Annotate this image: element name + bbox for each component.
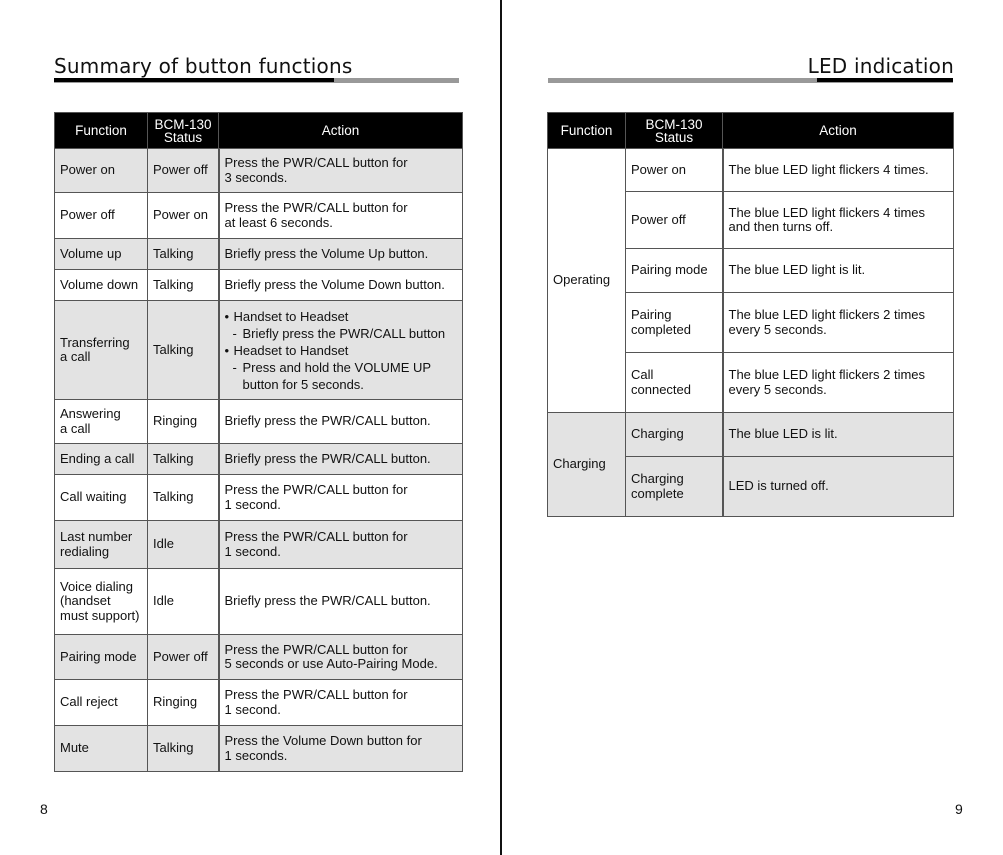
action-line: 1 second. bbox=[224, 543, 281, 559]
function-group-cell: Charging bbox=[548, 413, 626, 517]
table-header-row bbox=[548, 113, 954, 149]
section-title: Summary of button functions bbox=[54, 54, 353, 78]
action-line: The blue LED light flickers 2 times bbox=[728, 367, 926, 382]
status-cell: Pairing mode bbox=[626, 249, 723, 293]
action-line: every 5 seconds. bbox=[728, 381, 827, 397]
status-cell bbox=[626, 353, 723, 413]
section-title: LED indication bbox=[807, 54, 954, 78]
table-row bbox=[55, 149, 463, 193]
action-cell bbox=[219, 680, 463, 726]
status-cell: Talking bbox=[148, 444, 219, 475]
function-cell: Pairing mode bbox=[55, 635, 148, 680]
status-cell: Power off bbox=[148, 635, 219, 680]
status-cell: Talking bbox=[148, 726, 219, 772]
status-cell: Idle bbox=[148, 569, 219, 635]
table-row bbox=[55, 635, 463, 680]
action-cell bbox=[219, 521, 463, 569]
action-sub-item: - Briefly press the PWR/CALL button bbox=[225, 325, 458, 342]
action-cell bbox=[219, 726, 463, 772]
header-function: Function bbox=[55, 113, 148, 149]
action-line: at least 6 seconds. bbox=[224, 214, 333, 230]
action-bullet: • Handset to Headset bbox=[225, 308, 458, 325]
action-line: Press the PWR/CALL button for bbox=[224, 482, 408, 497]
action-cell bbox=[219, 149, 463, 193]
action-line: 5 seconds or use Auto-Pairing Mode. bbox=[224, 656, 438, 671]
status-cell bbox=[626, 457, 723, 517]
status-cell: Power on bbox=[148, 193, 219, 239]
table-row bbox=[55, 270, 463, 301]
action-line: every 5 seconds. bbox=[728, 321, 827, 337]
action-cell: Briefly press the Volume Up button. bbox=[219, 239, 463, 270]
header-status bbox=[148, 113, 219, 149]
page-number: 9 bbox=[955, 801, 963, 817]
action-cell bbox=[723, 353, 954, 413]
status-cell: Power on bbox=[626, 149, 723, 192]
status-cell: Talking bbox=[148, 270, 219, 301]
function-line: a call bbox=[60, 349, 91, 364]
function-cell: Mute bbox=[55, 726, 148, 772]
function-cell bbox=[55, 521, 148, 569]
action-cell: The blue LED light flickers 4 times. bbox=[723, 149, 954, 192]
function-line: Voice dialing bbox=[60, 578, 133, 594]
action-cell: The blue LED is lit. bbox=[723, 413, 954, 457]
function-cell bbox=[55, 569, 148, 635]
table-row bbox=[55, 239, 463, 270]
action-bullet: • Headset to Handset bbox=[225, 342, 458, 359]
function-cell: Volume down bbox=[55, 270, 148, 301]
title-underline bbox=[54, 78, 459, 83]
status-cell: Ringing bbox=[148, 680, 219, 726]
action-line: 1 seconds. bbox=[224, 747, 288, 763]
function-cell: Call reject bbox=[55, 680, 148, 726]
function-group-cell: Operating bbox=[548, 149, 626, 413]
status-cell: Talking bbox=[148, 475, 219, 521]
header-function: Function bbox=[548, 113, 626, 149]
table-row bbox=[55, 726, 463, 772]
action-cell: Briefly press the Volume Down button. bbox=[219, 270, 463, 301]
action-cell: LED is turned off. bbox=[723, 457, 954, 517]
status-cell: Talking bbox=[148, 239, 219, 270]
status-cell: Idle bbox=[148, 521, 219, 569]
function-line: Transferring bbox=[60, 334, 130, 350]
action-cell: The blue LED light is lit. bbox=[723, 249, 954, 293]
function-cell: Call waiting bbox=[55, 475, 148, 521]
status-cell bbox=[626, 293, 723, 353]
table-row bbox=[548, 149, 954, 192]
left-page bbox=[0, 0, 501, 855]
header-status-line: BCM-130 bbox=[154, 116, 212, 132]
header-action: Action bbox=[219, 113, 463, 149]
function-cell: Volume up bbox=[55, 239, 148, 270]
table-row bbox=[55, 569, 463, 635]
led-indication-table bbox=[547, 112, 954, 517]
action-cell bbox=[219, 475, 463, 521]
action-line: Press the PWR/CALL button for bbox=[224, 200, 408, 215]
action-line: Press the PWR/CALL button for bbox=[224, 641, 408, 657]
function-cell: Power on bbox=[55, 149, 148, 193]
action-cell bbox=[219, 301, 463, 400]
function-line: a call bbox=[60, 420, 91, 436]
function-line: Answering bbox=[60, 406, 121, 421]
action-line: and then turns off. bbox=[728, 219, 834, 234]
header-status-line: BCM-130 bbox=[645, 116, 703, 132]
status-line: Charging bbox=[631, 471, 684, 486]
action-cell: Briefly press the PWR/CALL button. bbox=[219, 569, 463, 635]
function-line: redialing bbox=[60, 543, 110, 559]
action-sub-item: - Press and hold the VOLUME UP bbox=[225, 359, 458, 376]
status-cell: Ringing bbox=[148, 400, 219, 444]
title-underline bbox=[548, 78, 953, 83]
action-line: Press the PWR/CALL button for bbox=[224, 529, 408, 544]
header-status bbox=[626, 113, 723, 149]
status-line: completed bbox=[631, 321, 691, 337]
status-cell: Power off bbox=[148, 149, 219, 193]
function-cell: Ending a call bbox=[55, 444, 148, 475]
table-row bbox=[55, 475, 463, 521]
table-row bbox=[55, 521, 463, 569]
action-line: 1 second. bbox=[224, 701, 281, 717]
action-cell bbox=[219, 635, 463, 680]
action-cell bbox=[723, 293, 954, 353]
action-line: 1 second. bbox=[224, 496, 281, 512]
function-cell bbox=[55, 301, 148, 400]
action-cell: Briefly press the PWR/CALL button. bbox=[219, 444, 463, 475]
action-line: Press the PWR/CALL button for bbox=[224, 687, 408, 702]
action-cell: Briefly press the PWR/CALL button. bbox=[219, 400, 463, 444]
table-row bbox=[55, 400, 463, 444]
function-line: (handset bbox=[60, 593, 111, 609]
status-cell: Talking bbox=[148, 301, 219, 400]
status-line: Pairing bbox=[631, 307, 672, 322]
function-line: must support) bbox=[60, 607, 140, 623]
table-row bbox=[55, 193, 463, 239]
function-line: Last number bbox=[60, 529, 133, 544]
action-line: 3 seconds. bbox=[224, 169, 288, 185]
status-line: connected bbox=[631, 381, 691, 397]
header-status-line: Status bbox=[163, 129, 203, 145]
action-line: The blue LED light flickers 4 times bbox=[728, 204, 926, 220]
page-number: 8 bbox=[40, 801, 48, 817]
action-line: Press the PWR/CALL button for bbox=[224, 155, 408, 170]
status-line: complete bbox=[631, 485, 684, 501]
table-header-row bbox=[55, 113, 463, 149]
table-row bbox=[548, 413, 954, 457]
action-sub-item-cont: button for 5 seconds. bbox=[242, 376, 364, 392]
header-status-line: Status bbox=[654, 129, 694, 145]
action-line: Press the Volume Down button for bbox=[224, 733, 422, 748]
action-cell bbox=[723, 192, 954, 249]
table-row bbox=[55, 444, 463, 475]
status-line: Call bbox=[631, 367, 654, 382]
right-page bbox=[502, 0, 1003, 855]
button-functions-table bbox=[54, 112, 463, 772]
action-line: The blue LED light flickers 2 times bbox=[728, 307, 926, 322]
function-cell: Power off bbox=[55, 193, 148, 239]
action-cell bbox=[219, 193, 463, 239]
table-row bbox=[55, 301, 463, 400]
status-cell: Charging bbox=[626, 413, 723, 457]
status-cell: Power off bbox=[626, 192, 723, 249]
table-row bbox=[55, 680, 463, 726]
header-action: Action bbox=[723, 113, 954, 149]
function-cell bbox=[55, 400, 148, 444]
